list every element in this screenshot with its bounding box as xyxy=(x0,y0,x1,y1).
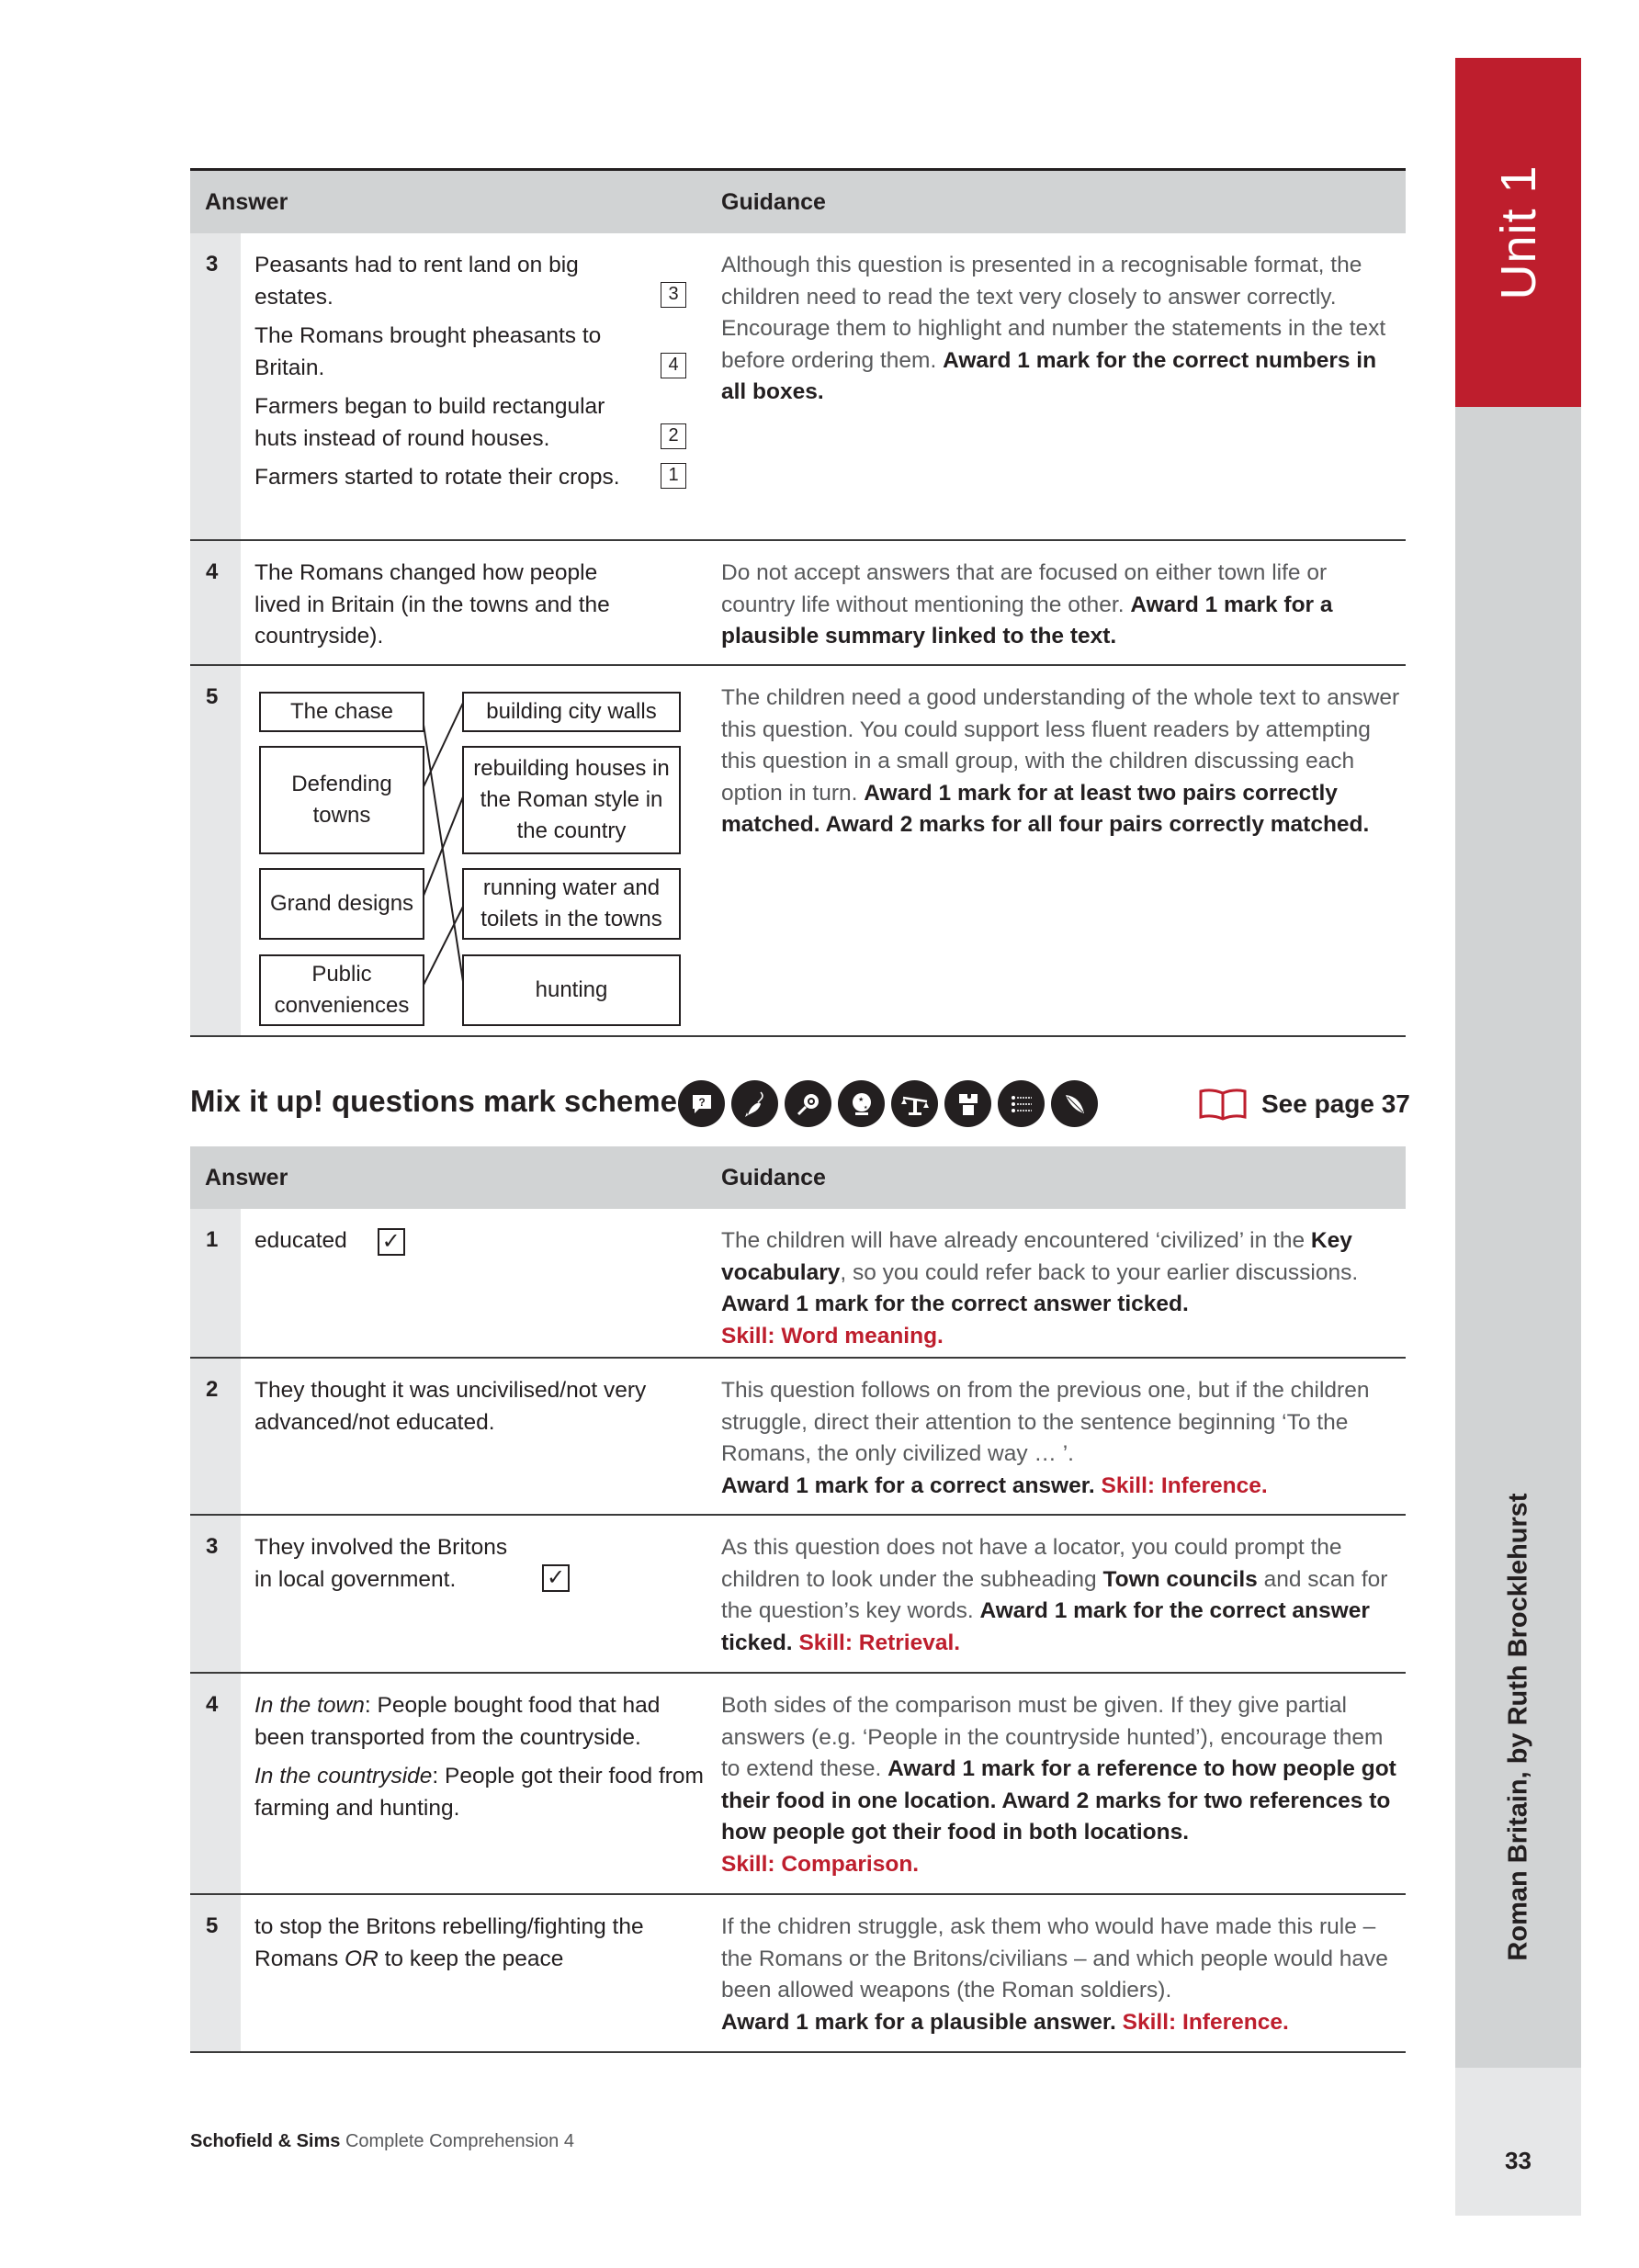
table-row xyxy=(190,1516,1406,1674)
question-number: 5 xyxy=(206,1913,219,1938)
ordered-item: Farmers began to build rectangular huts instead of round houses. 2 xyxy=(254,391,686,455)
skill-label: Skill: Comparison. xyxy=(721,1851,920,1877)
answer-text: to stop the Britons rebelling/fighting the Romans OR to keep the peace xyxy=(254,1914,644,1971)
skill-icons xyxy=(678,1080,1098,1128)
answer-text: In the town: People bought food that had been transported from the countryside. In the countryside: People got their food from farming and hunting. xyxy=(254,1693,704,1821)
scales-icon xyxy=(891,1080,938,1127)
guidance-text: This question follows on from the previous one, but if the children struggle, direct their attention to the sentence beginning ‘To the Romans, the only civilized way … ’. Award 1 mark for a correct answer. Skill: Inference. xyxy=(721,1378,1370,1498)
table-header xyxy=(190,1146,1406,1209)
mark-award: Award 1 mark for a plausible summary linked to the text. xyxy=(721,592,1333,649)
svg-text:★: ★ xyxy=(857,1096,864,1103)
footer xyxy=(190,2131,574,2152)
answer-text: They thought it was uncivilised/not very advanced/not educated. xyxy=(254,1378,647,1435)
table-row xyxy=(190,1209,1406,1359)
unit-label: Unit 1 xyxy=(1490,164,1546,300)
table-row xyxy=(190,1359,1406,1516)
table-row xyxy=(190,666,1406,1037)
question-number: 4 xyxy=(206,559,219,584)
svg-text:★: ★ xyxy=(863,1104,867,1111)
crystal-ball-icon xyxy=(838,1080,885,1127)
mark-award: Award 1 mark for at least two pairs correctly matched. Award 2 marks for all four pairs correctly matched. xyxy=(721,780,1370,837)
ordered-item: Farmers started to rotate their crops. 1 xyxy=(254,462,686,494)
page-number: 33 xyxy=(1505,2147,1532,2174)
book-title: Roman Britain, by Ruth Brocklehurst xyxy=(1503,1493,1532,1961)
magnifier-icon xyxy=(785,1080,831,1127)
quill-icon xyxy=(1051,1080,1098,1127)
see-page-reference[interactable] xyxy=(1199,1088,1410,1121)
skill-label: Skill: Retrieval. xyxy=(798,1630,961,1655)
mark-scheme-table-2 xyxy=(190,1146,1406,2053)
match-right-box: building city walls xyxy=(462,692,681,732)
order-box: 2 xyxy=(661,423,686,449)
match-left-box: The chase xyxy=(259,692,424,732)
match-left-box: Public conveniences xyxy=(259,954,424,1026)
guidance-text: Do not accept answers that are focused on either town life or country life without mentioning the other. Award 1 mark for a plausible summary linked to the text. xyxy=(721,560,1333,649)
match-right-box: hunting xyxy=(462,954,681,1026)
mark-award: Award 1 mark for a plausible answer. xyxy=(721,2009,1116,2035)
ordered-item: The Romans brought pheasants to Britain. 4 xyxy=(254,321,686,384)
mark-award: Award 1 mark for the correct numbers in all boxes. xyxy=(721,347,1377,404)
guidance-text: As this question does not have a locator, you could prompt the children to look under the subheading Town councils and scan for the question’s key words. Award 1 mark for the correct answer ticked. Skill: Retrieval. xyxy=(721,1535,1388,1655)
question-number: 5 xyxy=(206,684,219,709)
order-box: 3 xyxy=(661,282,686,308)
mark-award: Award 1 mark for the correct answer ticked. xyxy=(721,1292,1189,1316)
order-box: 1 xyxy=(661,463,686,489)
book-title-strip xyxy=(1455,407,1581,2068)
skill-label: Skill: Inference. xyxy=(1122,2009,1289,2035)
mark-award: Award 1 mark for a correct answer. xyxy=(721,1473,1095,1498)
question-number: 4 xyxy=(206,1692,219,1717)
tick-box: ✓ xyxy=(378,1228,405,1256)
guidance-text: If the chidren struggle, ask them who would have made this rule – the Romans or the Britons/civilians – and which people would have been allowed weapons (the Roman soldiers). Award 1 mark for a plausible answer. Skill: Inference. xyxy=(721,1914,1388,2035)
match-right-box: running water and toilets in the towns xyxy=(462,868,681,940)
matching-diagram xyxy=(254,684,695,1024)
match-left-box: Grand designs xyxy=(259,868,424,940)
question-number: 2 xyxy=(206,1377,219,1402)
fish-hook-icon xyxy=(731,1080,778,1127)
puzzle-icon xyxy=(944,1080,991,1127)
order-box: 4 xyxy=(661,353,686,378)
see-page-label: See page 37 xyxy=(1261,1089,1410,1118)
question-bubble-icon xyxy=(678,1080,725,1127)
question-number: 3 xyxy=(206,1534,219,1559)
table-row xyxy=(190,1674,1406,1895)
list-icon xyxy=(998,1080,1045,1127)
question-number: 1 xyxy=(206,1227,219,1252)
header-guidance: Guidance xyxy=(721,189,826,215)
page-number-strip xyxy=(1455,2068,1581,2216)
guidance-text: The children need a good understanding of the whole text to answer this question. You could support less fluent readers by attempting this question in a small group, with the children discussing each option in turn. Award 1 mark for at least two pairs correctly matched. Award 2 marks for all four pairs correctly matched. xyxy=(721,685,1400,837)
book-name: Complete Comprehension 4 xyxy=(345,2131,574,2151)
guidance-text: Although this question is presented in a recognisable format, the children need to read the text very closely to answer correctly. Encourage them to highlight and number the statements in the text before ordering them. Award 1 mark for the correct numbers in all boxes. xyxy=(721,253,1386,404)
answer-text: They involved the Britons in local government. xyxy=(254,1535,508,1592)
mark-scheme-table-1 xyxy=(190,168,1406,1037)
skill-label: Skill: Inference. xyxy=(1101,1473,1268,1498)
table-row xyxy=(190,233,1406,541)
unit-tab xyxy=(1455,58,1581,407)
svg-text:?: ? xyxy=(697,1095,706,1109)
mark-award: Award 1 mark for a reference to how people got their food in one location. Award 2 marks for two references to how people got their food in both locations. xyxy=(721,1756,1396,1845)
section-title: Mix it up! questions mark scheme xyxy=(190,1084,677,1118)
header-answer: Answer xyxy=(205,1165,288,1190)
question-number: 3 xyxy=(206,252,219,276)
table-row xyxy=(190,541,1406,666)
tick-box: ✓ xyxy=(542,1564,570,1592)
keyword: Key vocabulary xyxy=(721,1228,1352,1285)
match-left-box: Defending towns xyxy=(259,746,424,854)
header-answer: Answer xyxy=(205,189,288,215)
match-right-box: rebuilding houses in the Roman style in the country xyxy=(462,746,681,854)
ordered-item: Peasants had to rent land on big estates. 3 xyxy=(254,250,686,313)
ordering-answer xyxy=(254,250,695,502)
table-header xyxy=(190,171,1406,233)
keyword: Town councils xyxy=(1102,1566,1258,1592)
table-row xyxy=(190,1895,1406,2053)
answer-text: The Romans changed how people lived in Britain (in the towns and the countryside). xyxy=(254,560,610,649)
guidance-text: Both sides of the comparison must be given. If they give partial answers (e.g. ‘People in the countryside hunted’), encourage them to extend these. Award 1 mark for a reference to how people got their food in one location. Award 2 marks for two references to how people got their food in both locations. Skill: Comparison. xyxy=(721,1690,1401,1880)
answer-text: educated ✓ xyxy=(254,1225,695,1258)
publisher: Schofield & Sims xyxy=(190,2131,341,2151)
mark-award: Award 1 mark for the correct answer ticked. xyxy=(721,1598,1370,1655)
guidance-text: The children will have already encountered ‘civilized’ in the Key vocabulary, so you could refer back to your earlier discussions. Award 1 mark for the correct answer ticked. Skill: Word meaning. xyxy=(721,1225,1401,1352)
header-guidance: Guidance xyxy=(721,1165,826,1190)
book-icon xyxy=(1199,1088,1247,1121)
skill-label: Skill: Word meaning. xyxy=(721,1323,944,1348)
